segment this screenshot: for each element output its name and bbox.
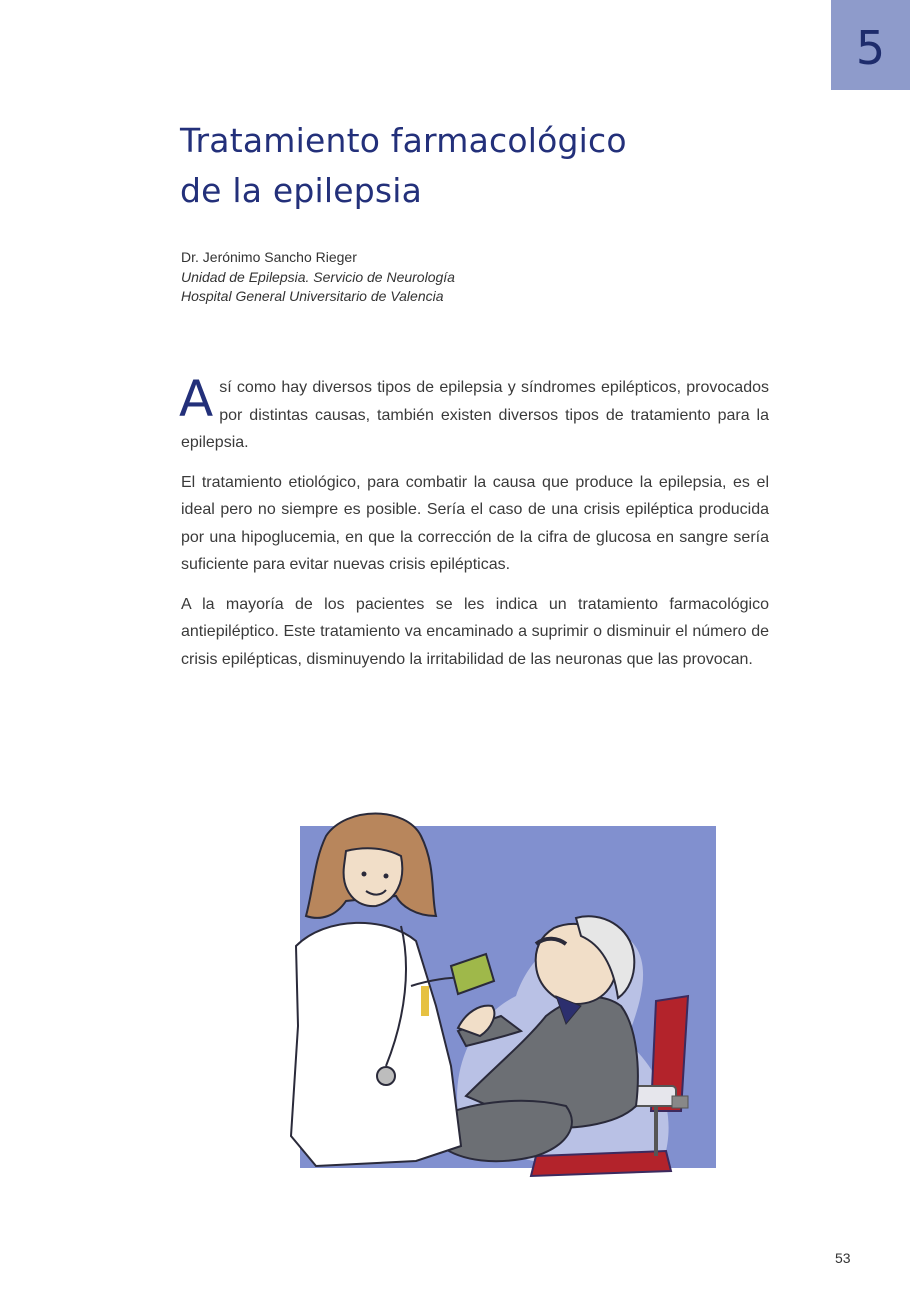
paragraph-2: El tratamiento etiológico, para combatir la causa que produce la epilepsia, es el ideal pero no siempre es posible. Sería el caso de una crisis epiléptica producida por una hipoglucemia, en que la corrección de la cifra de glucosa en sangre sería suficiente para evitar nuevas crisis epilépticas. <box>181 473 769 573</box>
chapter-title-line-1: Tratamiento farmacológico <box>180 121 627 160</box>
author-block <box>181 248 455 307</box>
chapter-number-tab: 5 <box>831 0 910 90</box>
author-name: Dr. Jerónimo Sancho Rieger <box>181 249 357 265</box>
body-text <box>179 370 769 685</box>
author-affiliation-hospital: Hospital General Universitario de Valencia <box>181 288 444 304</box>
chapter-title-line-2: de la epilepsia <box>180 171 423 210</box>
paragraph-1 <box>179 370 769 457</box>
paragraph-1-text: sí como hay diversos tipos de epilepsia y síndromes epilépticos, provocados por distintas causas, también existen diversos tipos de tratamiento para la epilepsia. <box>181 379 769 451</box>
paragraph-3: A la mayoría de los pacientes se les indica un tratamiento farmacológico antiepiléptico. Este tratamiento va encaminado a suprimir o disminuir el número de crisis epilépticas, disminuyendo la irritabilidad de las neuronas que las provocan. <box>181 595 769 668</box>
doctor-patient-illustration <box>236 766 721 1200</box>
chapter-title <box>180 116 627 216</box>
drop-cap: A <box>179 370 214 428</box>
page-number: 53 <box>835 1250 851 1266</box>
author-affiliation-unit: Unidad de Epilepsia. Servicio de Neurología <box>181 268 455 285</box>
